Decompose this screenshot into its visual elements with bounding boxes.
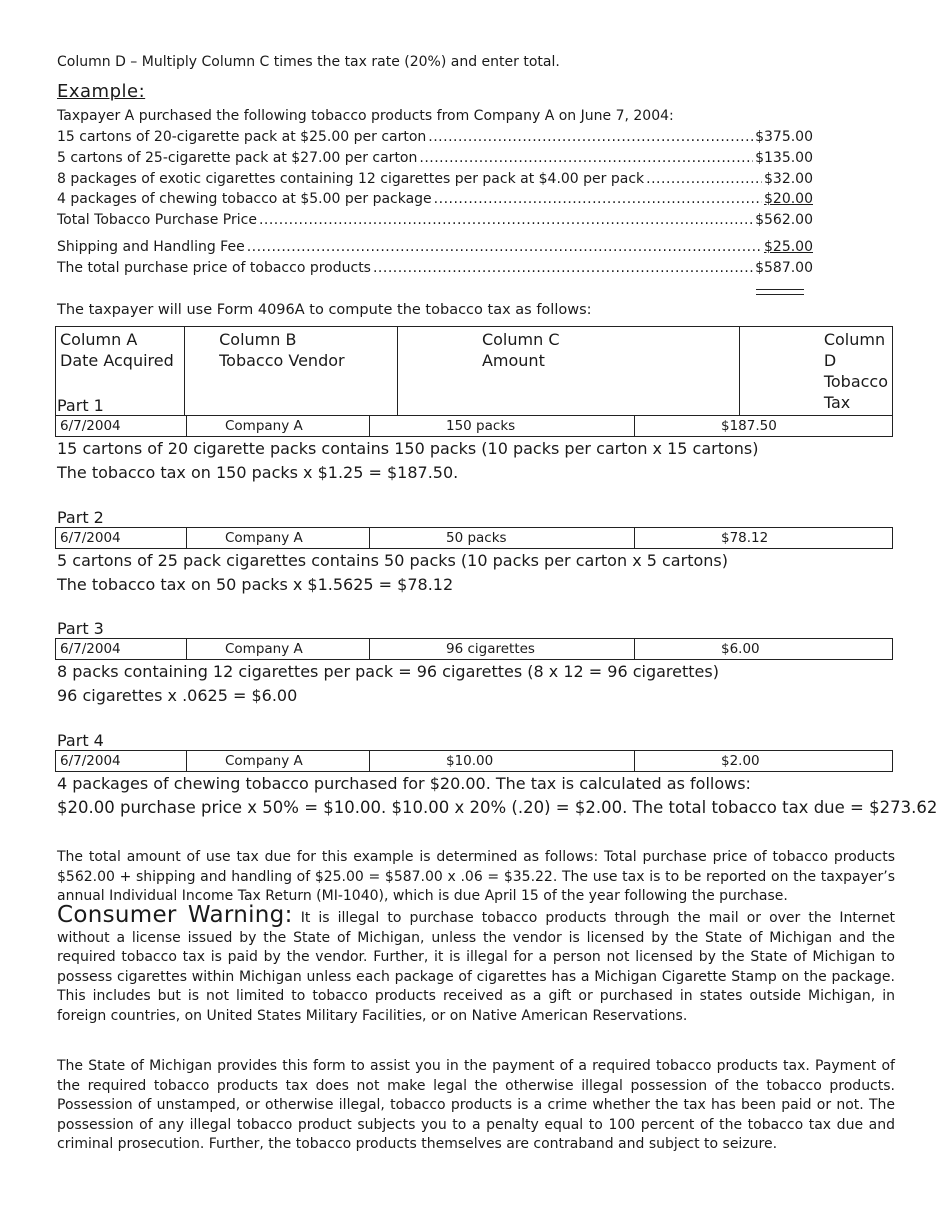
date-cell: 6/7/2004 [56,639,187,660]
vendor-cell: Company A [187,416,370,437]
purchase-line: 4 packages of chewing tobacco at $5.00 per package ..... $20.00 [57,189,813,207]
consumer-warning [57,902,895,1026]
part-note: 15 cartons of 20 cigarette packs contains 150 packs (10 packs per carton x 15 cartons) [57,439,759,458]
part-row [55,527,893,549]
vendor-cell: Company A [187,751,370,772]
date-cell: 6/7/2004 [56,751,187,772]
purchase-total-line: Total Tobacco Purchase Price ..... $562.00 [57,210,813,228]
example-heading: Example: [57,81,146,102]
part-note: The tobacco tax on 50 packs x $1.5625 = $78.12 [57,575,454,594]
purchase-intro: Taxpayer A purchased the following tobacco products from Company A on June 7, 2004: [57,108,674,124]
warning-title: Consumer Warning: [57,902,293,928]
amount-cell: 150 packs [370,416,635,437]
column-d-header: Column D Tobacco Tax [739,327,892,416]
amount-cell: 96 cigarettes [370,639,635,660]
date-cell: 6/7/2004 [56,528,187,549]
shipping-line: Shipping and Handling Fee ..... $25.00 [57,237,813,255]
tax-cell: $187.50 [635,416,893,437]
purchase-line: 8 packages of exotic cigarettes containing 12 cigarettes per pack at $4.00 per pack ..... $32.00 [57,169,813,187]
tax-cell: $78.12 [635,528,893,549]
part-note: 5 cartons of 25 pack cigarettes contains 50 packs (10 packs per carton x 5 cartons) [57,551,728,570]
part-note: $20.00 purchase price x 50% = $10.00. $10.00 x 20% (.20) = $2.00. The total tobacco tax due = $273.62 [57,798,938,817]
amount-cell: 50 packs [370,528,635,549]
part-title: Part 3 [57,619,104,638]
purchase-line: 5 cartons of 25-cigarette pack at $27.00 per carton ..... $135.00 [57,148,813,166]
column-header-table [55,326,893,416]
column-b-header: Column B Tobacco Vendor [185,327,398,416]
form-intro: The taxpayer will use Form 4096A to compute the tobacco tax as follows: [57,302,592,318]
amount-cell: $10.00 [370,751,635,772]
column-a-header: Column A Date Acquired [56,327,185,416]
part-row [55,638,893,660]
tax-cell: $2.00 [635,751,893,772]
purchase-line: 15 cartons of 20-cigarette pack at $25.00 per carton ..... $375.00 [57,127,813,145]
column-c-header: Column C Amount [397,327,739,416]
warning-text: It is illegal to purchase tobacco products through the mail or over the Internet without a license issued by the State of Michigan, unless the vendor is licensed by the State of Michigan and the required tobacco tax is paid by the vendor. Further, it is illegal for a person not licensed by the State of Michigan to possess cigarettes within Michigan unless each package of cigarettes has a Michigan Cigarette Stamp on the package. This includes but is not limited to tobacco products received as a gift or purchased in states outside Michigan, in foreign countries, on United States Military Facilities, or on Native American Reservations. [57,910,895,1024]
intro-text: Column D – Multiply Column C times the tax rate (20%) and enter total. [57,54,560,70]
part-note: The tobacco tax on 150 packs x $1.25 = $187.50. [57,463,459,482]
final-paragraph: The State of Michigan provides this form to assist you in the payment of a required tobacco products tax. Payment of the required tobacco products tax does not make legal the otherwise illegal possession of the tobacco products. Possession of unstamped, or otherwise illegal, tobacco products is a crime whether the tax has been paid or not. The possession of any illegal tobacco product subjects you to a penalty equal to 100 percent of the tobacco tax due and criminal prosecution. Further, the tobacco products themselves are contraband and subject to seizure. [57,1058,895,1152]
use-tax-paragraph: The total amount of use tax due for this example is determined as follows: Total purchase price of tobacco products $562.00 + shipping and handling of $25.00 = $587.00 x .06 = $35.22. The use tax is to be reported on the taxpayer’s annual Individual Income Tax Return (MI-1040), which is due April 15 of the year following the purchase. [57,849,895,904]
part-row [55,415,893,437]
part-title: Part 2 [57,508,104,527]
tax-cell: $6.00 [635,639,893,660]
part-note: 96 cigarettes x .0625 = $6.00 [57,686,298,705]
vendor-cell: Company A [187,528,370,549]
part-note: 8 packs containing 12 cigarettes per pack = 96 cigarettes (8 x 12 = 96 cigarettes) [57,662,719,681]
date-cell: 6/7/2004 [56,416,187,437]
double-underline [756,289,804,295]
part-title: Part 4 [57,731,104,750]
part-title: Part 1 [57,396,104,415]
grand-total-line: The total purchase price of tobacco products ..... $587.00 [57,258,813,276]
part-note: 4 packages of chewing tobacco purchased for $20.00. The tax is calculated as follows: [57,774,751,793]
vendor-cell: Company A [187,639,370,660]
part-row [55,750,893,772]
